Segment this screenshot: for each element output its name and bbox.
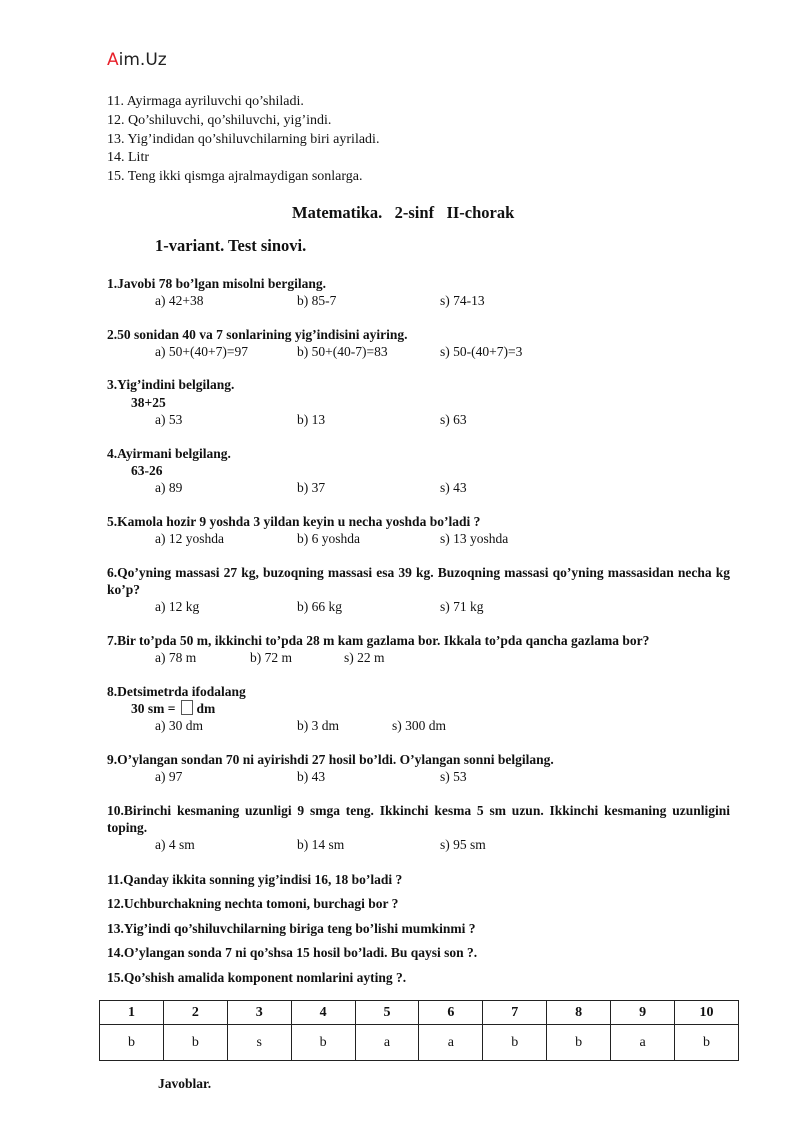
question-7: 7.Bir to’pda 50 m, ikkinchi to’pda 28 m kam gazlama bor. Ikkala to’pda qancha gazlama bor? bbox=[107, 633, 650, 648]
answer-cell: b bbox=[291, 1025, 355, 1061]
question-3: 3.Yig’indini belgilang. bbox=[107, 377, 235, 392]
option-b: b) 66 kg bbox=[297, 599, 342, 614]
question-number-cell: 3 bbox=[227, 1001, 291, 1025]
question-4: 4.Ayirmani belgilang. bbox=[107, 446, 231, 461]
question-number-cell: 2 bbox=[163, 1001, 227, 1025]
option-s: s) 53 bbox=[440, 769, 467, 784]
document-subtitle: 1-variant. Test sinovi. bbox=[155, 236, 307, 255]
question-expression: 63-26 bbox=[131, 463, 163, 478]
option-a: a) 42+38 bbox=[155, 293, 204, 308]
question-number-cell: 7 bbox=[483, 1001, 547, 1025]
question-6: 6.Qo’yning massasi 27 kg, buzoqning massasi esa 39 kg. Buzoqning massasi qo’yning massasidan necha kg ko’p? bbox=[107, 565, 730, 597]
option-a: a) 50+(40+7)=97 bbox=[155, 344, 248, 359]
option-s: s) 63 bbox=[440, 412, 467, 427]
option-s: s) 74-13 bbox=[440, 293, 485, 308]
answer-cell: a bbox=[419, 1025, 483, 1061]
option-s: s) 43 bbox=[440, 480, 467, 495]
option-s: s) 300 dm bbox=[392, 718, 446, 733]
option-s: s) 22 m bbox=[344, 650, 385, 665]
question-number-cell: 9 bbox=[611, 1001, 675, 1025]
question-number-cell: 4 bbox=[291, 1001, 355, 1025]
option-s: s) 95 sm bbox=[440, 837, 486, 852]
question-14: 14.O’ylangan sonda 7 ni qo’shsa 15 hosil bo’ladi. Bu qaysi son ?. bbox=[107, 945, 478, 960]
option-s: s) 13 yoshda bbox=[440, 531, 509, 546]
logo-accent-letter: A bbox=[107, 50, 119, 70]
intro-line: 12. Qo’shiluvchi, qo’shiluvchi, yig’indi. bbox=[107, 113, 332, 128]
answer-table-answer-row bbox=[100, 1025, 739, 1061]
question-15: 15.Qo’shish amalida komponent nomlarini ayting ?. bbox=[107, 970, 407, 985]
option-a: a) 12 yoshda bbox=[155, 531, 224, 546]
answer-cell: a bbox=[355, 1025, 419, 1061]
question-number-cell: 5 bbox=[355, 1001, 419, 1025]
option-s: s) 50-(40+7)=3 bbox=[440, 344, 523, 359]
option-b: b) 85-7 bbox=[297, 293, 337, 308]
answer-cell: b bbox=[675, 1025, 739, 1061]
document-title: Matematika. 2-sinf II-chorak bbox=[292, 203, 515, 222]
question-5: 5.Kamola hozir 9 yoshda 3 yildan keyin u necha yoshda bo’ladi ? bbox=[107, 514, 481, 529]
answer-cell: a bbox=[611, 1025, 675, 1061]
option-b: b) 72 m bbox=[250, 650, 292, 665]
question-number-cell: 10 bbox=[675, 1001, 739, 1025]
expression-unit: dm bbox=[196, 701, 216, 716]
question-number-cell: 1 bbox=[100, 1001, 164, 1025]
expression-left: 30 sm = bbox=[131, 701, 176, 716]
question-11: 11.Qanday ikkita sonning yig’indisi 16, 18 bo’ladi ? bbox=[107, 872, 403, 887]
question-number-cell: 6 bbox=[419, 1001, 483, 1025]
option-a: a) 97 bbox=[155, 769, 183, 784]
answer-box bbox=[181, 700, 193, 715]
intro-line: 13. Yig’indidan qo’shiluvchilarning biri ayriladi. bbox=[107, 132, 380, 147]
question-expression bbox=[131, 700, 215, 717]
option-a: a) 78 m bbox=[155, 650, 197, 665]
option-b: b) 37 bbox=[297, 480, 326, 495]
option-b: b) 13 bbox=[297, 412, 326, 427]
answer-cell: s bbox=[227, 1025, 291, 1061]
intro-line: 11. Ayirmaga ayriluvchi qo’shiladi. bbox=[107, 94, 304, 109]
question-1: 1.Javobi 78 bo’lgan misolni bergilang. bbox=[107, 276, 327, 291]
question-number-cell: 8 bbox=[547, 1001, 611, 1025]
option-b: b) 6 yoshda bbox=[297, 531, 360, 546]
option-a: a) 4 sm bbox=[155, 837, 195, 852]
question-13: 13.Yig’indi qo’shiluvchilarning biriga teng bo’lishi mumkinmi ? bbox=[107, 921, 476, 936]
option-b: b) 43 bbox=[297, 769, 326, 784]
answer-cell: b bbox=[100, 1025, 164, 1061]
option-b: b) 3 dm bbox=[297, 718, 339, 733]
option-b: b) 14 sm bbox=[297, 837, 345, 852]
option-b: b) 50+(40-7)=83 bbox=[297, 344, 388, 359]
question-8: 8.Detsimetrda ifodalang bbox=[107, 684, 246, 699]
question-10: 10.Birinchi kesmaning uzunligi 9 smga teng. Ikkinchi kesma 5 sm uzun. Ikkinchi kesmaning uzunligini toping. bbox=[107, 803, 730, 835]
logo-text: im.Uz bbox=[118, 50, 167, 70]
answer-cell: b bbox=[547, 1025, 611, 1061]
question-12: 12.Uchburchakning nechta tomoni, burchagi bor ? bbox=[107, 896, 399, 911]
intro-line: 14. Litr bbox=[107, 150, 149, 165]
answer-cell: b bbox=[163, 1025, 227, 1061]
option-a: a) 89 bbox=[155, 480, 183, 495]
answer-table-header-row bbox=[100, 1001, 739, 1025]
intro-line: 15. Teng ikki qismga ajralmaydigan sonlarga. bbox=[107, 169, 363, 184]
site-logo bbox=[107, 50, 167, 70]
question-9: 9.O’ylangan sondan 70 ni ayirishdi 27 hosil bo’ldi. O’ylangan sonni belgilang. bbox=[107, 752, 554, 767]
question-2: 2.50 sonidan 40 va 7 sonlarining yig’indisini ayiring. bbox=[107, 327, 408, 342]
option-s: s) 71 kg bbox=[440, 599, 484, 614]
answer-table bbox=[99, 1000, 739, 1061]
question-expression: 38+25 bbox=[131, 395, 166, 410]
option-a: a) 30 dm bbox=[155, 718, 203, 733]
option-a: a) 12 kg bbox=[155, 599, 200, 614]
answer-cell: b bbox=[483, 1025, 547, 1061]
answers-caption: Javoblar. bbox=[158, 1076, 212, 1091]
option-a: a) 53 bbox=[155, 412, 183, 427]
